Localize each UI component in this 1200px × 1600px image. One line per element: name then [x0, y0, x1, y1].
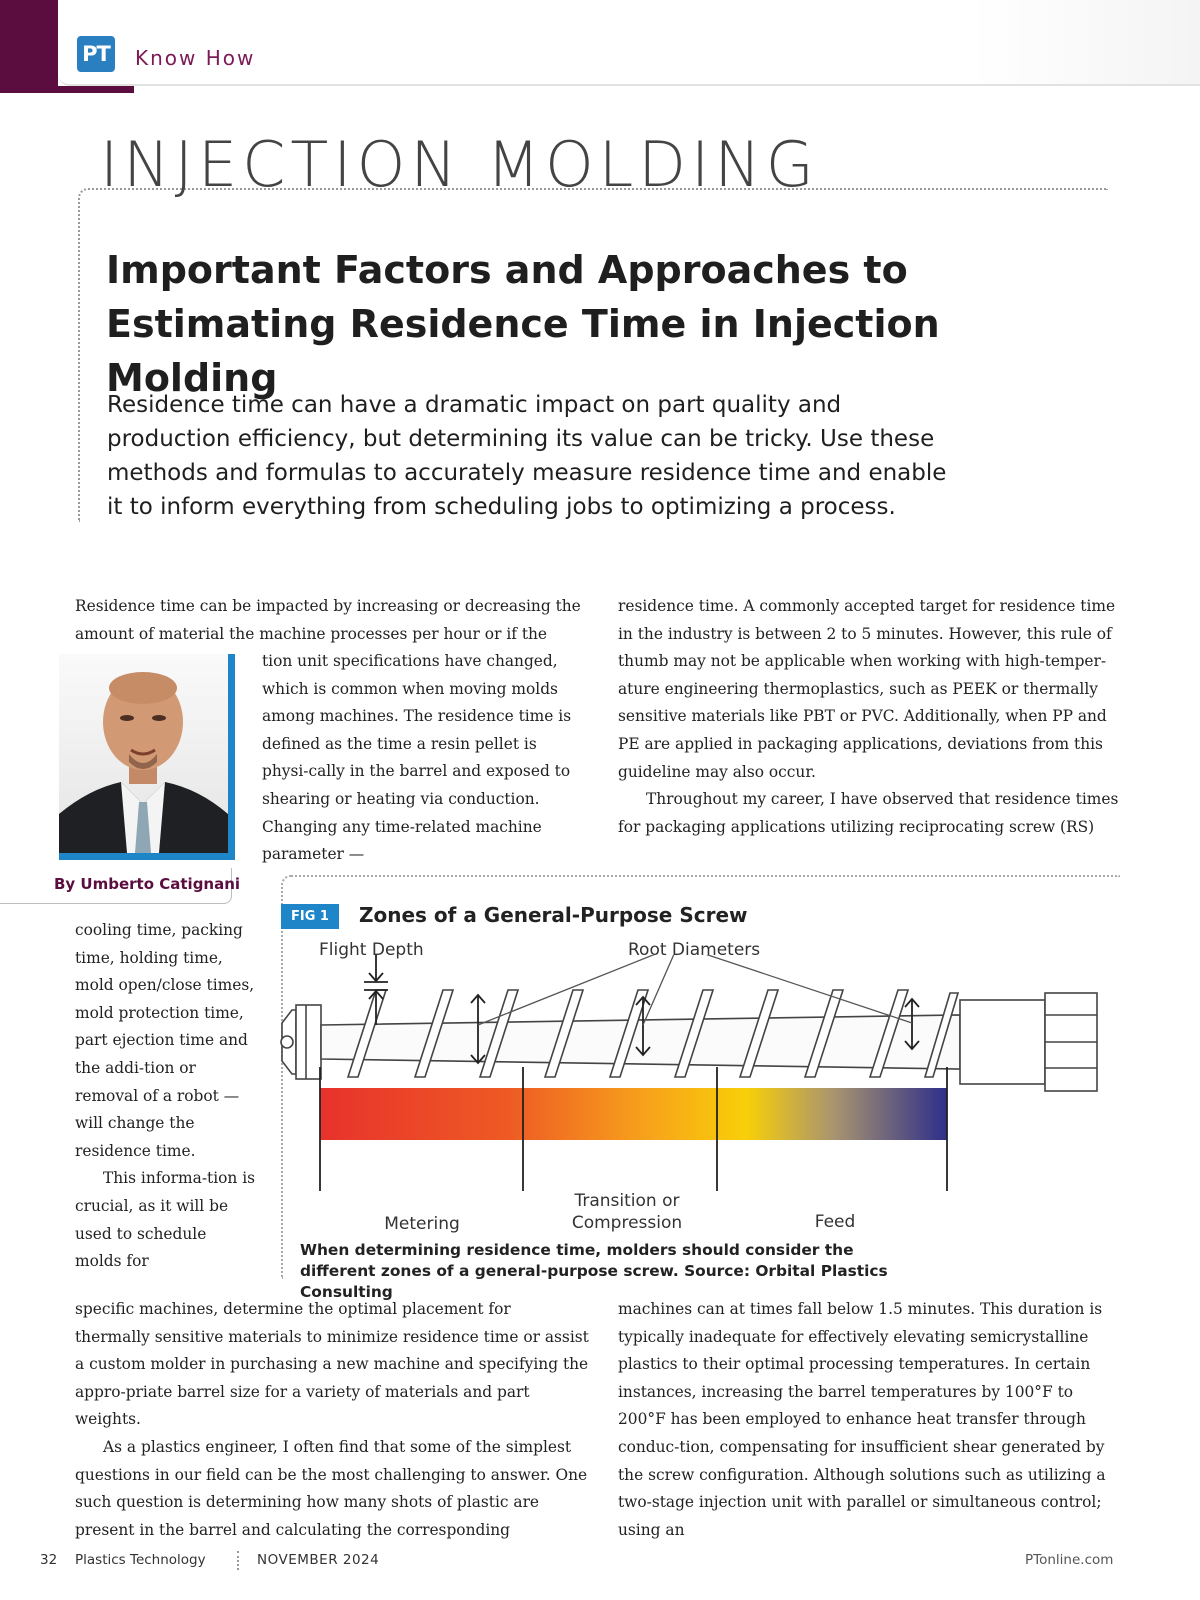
zone-metering-label: Metering — [384, 1214, 460, 1234]
body-right-top — [618, 593, 1124, 841]
paragraph: tion unit specifications have changed, which is common when moving molds among machines. The residence time is defined as the time a resin pellet is physi-cally in the barrel and exposed to shearing or heating via conduction. Changing any time-related machine parameter — — [262, 652, 572, 864]
screw-diagram — [260, 955, 1160, 1217]
screw-root — [321, 1015, 960, 1069]
zone-compression-label: Compression — [571, 1213, 683, 1233]
paragraph: Residence time can be impacted by increasing or decreasing the amount of material the machine processes per hour or if the — [75, 597, 581, 643]
header-underline — [58, 86, 134, 93]
header-tab — [58, 0, 1200, 86]
figure-badge: FIG 1 — [281, 904, 339, 929]
zone-gradient-bar — [320, 1088, 947, 1140]
screw-shank — [960, 1000, 1045, 1084]
paragraph: residence time. A commonly accepted target for residence time in the industry is between 2 to 5 minutes. However, this rule of thumb may not be applicable when working with high-temper-ature engineering thermoplastics, such as PEEK or thermally sensitive materials like PBT or PVC. Additionally, when PP and PE are applied in packaging applications, deviations from this guideline may also occur. — [618, 597, 1116, 781]
paragraph: Throughout my career, I have observed that residence times for packaging applications utilizing reciprocating screw (RS) — [618, 790, 1119, 836]
screw-tip-hole — [281, 1036, 293, 1048]
pt-logo: PT — [77, 36, 115, 72]
paragraph: This informa-tion is crucial, as it will be used to schedule molds for — [75, 1169, 256, 1271]
flight-depth-label: Flight Depth — [319, 940, 424, 960]
paragraph: cooling time, packing time, holding time, mold open/close times, mold protection time, part ejection time and the addi-tion or removal of a robot — will change the residence time. — [75, 921, 255, 1160]
page-number: 32 — [40, 1552, 58, 1568]
section-label: Know How — [135, 46, 256, 70]
author-photo — [59, 654, 235, 860]
body-left-wrap — [262, 648, 587, 869]
paragraph: As a plastics engineer, I often find that some of the simplest questions in our field can be the most challenging to answer. One such question is determining how many shots of plastic are present in the barrel and calculating the corresponding — [75, 1437, 588, 1539]
paragraph: specific machines, determine the optimal placement for thermally sensitive materials to minimize residence time or assist a custom molder in purchasing a new machine and specifying the appro-priate barrel size for a variety of materials and part weights. — [75, 1300, 589, 1429]
publication-name: Plastics Technology — [75, 1552, 206, 1568]
figure-title: Zones of a General-Purpose Screw — [359, 903, 748, 927]
screw-tip-collar — [296, 1005, 321, 1079]
body-right-bottom — [618, 1296, 1124, 1544]
zone-transition-label: Transition or — [574, 1191, 680, 1211]
root-diameters-label: Root Diameters — [628, 940, 761, 960]
issue-date: NOVEMBER 2024 — [257, 1552, 380, 1568]
paragraph: machines can at times fall below 1.5 minutes. This duration is typically inadequate for effectively elevating semicrystalline plastics to their optimal processing temperatures. In certain instances, increasing the barrel temperatures by 100°F to 200°F has been employed to enhance heat transfer through conduc-tion, compensating for insufficient shear generated by the screw configuration. Although solutions such as utilizing a two-stage injection unit with parallel or simultaneous control; using an — [618, 1300, 1106, 1539]
header-corner-band — [0, 0, 58, 93]
byline: By Umberto Catignani — [54, 875, 241, 893]
footer-separator — [237, 1551, 239, 1570]
website-link[interactable]: PTonline.com — [1025, 1552, 1114, 1568]
topic-title: INJECTION MOLDING — [100, 128, 819, 201]
zone-feed-label: Feed — [814, 1212, 856, 1232]
figure-caption: When determining residence time, molders should consider the different zones of a general-purpose screw. Source: Orbital Plastics Consulting — [300, 1241, 888, 1301]
deck: Residence time can have a dramatic impact on part quality and production efficiency, but determining its value can be tricky. Use these methods and formulas to accurately measure residence time and enable it to inform everything from scheduling jobs to optimizing a process. — [107, 392, 947, 520]
leader-line — [678, 955, 912, 1023]
headline: Important Factors and Approaches to Estimating Residence Time in Injection Molding — [106, 248, 940, 400]
body-narrow — [75, 917, 255, 1276]
body-left-bottom — [75, 1296, 590, 1544]
